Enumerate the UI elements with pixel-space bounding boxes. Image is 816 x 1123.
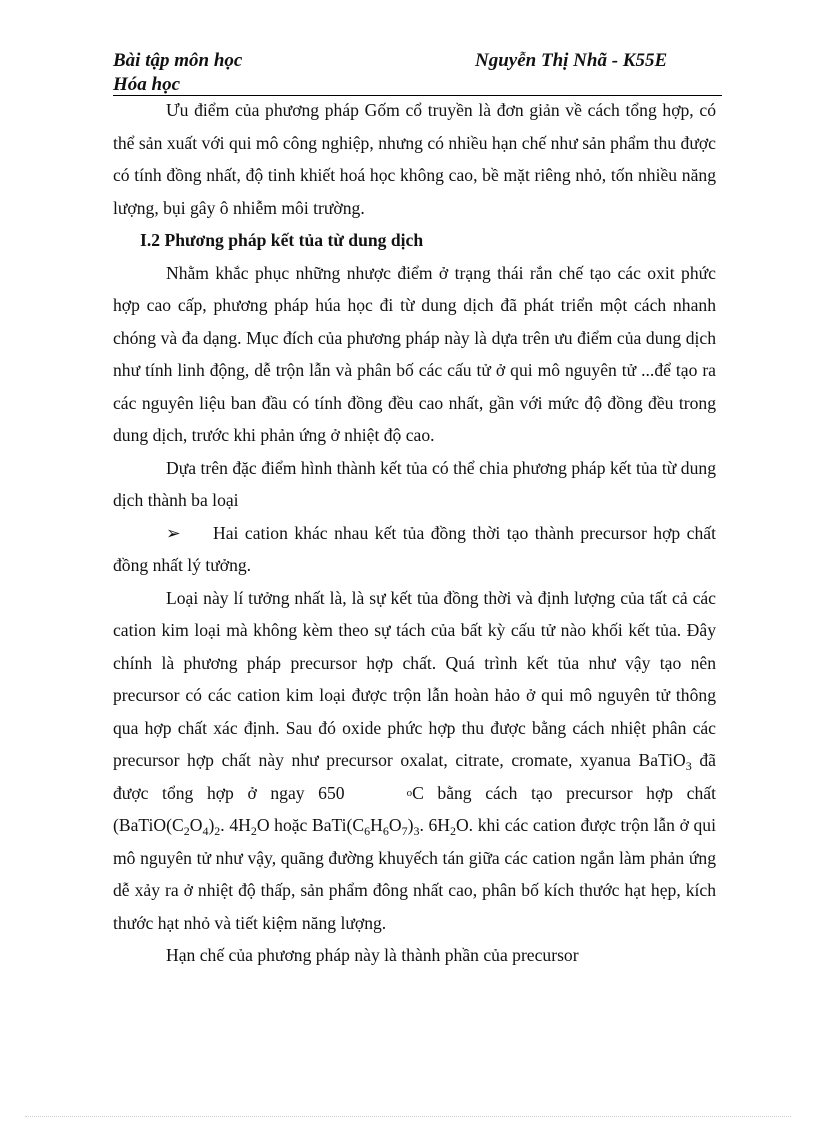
text-run: O hoặc BaTi(C: [256, 815, 365, 835]
text-run: C bằng cách tạo precursor hợp chất (BaTiO(C: [113, 782, 716, 835]
text-run: . 6H: [419, 815, 450, 835]
document-body: [113, 94, 716, 972]
paragraph-classification: Dựa trên đặc điểm hình thành kết tủa có thể chia phương pháp kết tủa từ dung dịch thành ba loại: [113, 457, 716, 510]
page-bottom-border: [25, 1116, 791, 1117]
arrow-bullet-icon: ➢: [166, 522, 181, 543]
subscript: 2: [214, 824, 221, 838]
text-run: Loại này lí tưởng nhất là, là sự kết tủa đồng thời và định lượng của tất cả các cation kim loại mà không kèm theo sự tách của bất kỳ cấu tử nào khối kết tủa. Đây chính là phương pháp precursor hợp chất. Quá trình kết tủa như vậy tạo nên precursor có các cation kim loại được trộn lẫn hoàn hảo ở qui mô nguyên tử thông qua hợp chất xác định. Sau đó oxide phức hợp thu được bằng cách nhiệt phân các precursor hợp chất này như precursor oxalat, citrate, cromate, xyanua BaTiO: [113, 587, 716, 770]
header-course-title: Bài tập môn học: [113, 50, 243, 71]
paragraph-solution-method: Nhằm khắc phục những nhược điểm ở trạng thái rắn chế tạo các oxit phức hợp cao cấp, phương pháp húa học đi từ dung dịch đã phát triển một cách nhanh chóng và đa dạng. Mục đích của phương pháp này là dựa trên ưu điểm của dung dịch như tính linh động, dễ trộn lẫn và phân bố các cấu tử ở qui mô nguyên tử ...để tạo ra các nguyên liệu ban đầu có tính đồng đều cao nhất, gần với mức độ đồng đều trong dung dịch, trước khi phản ứng ở nhiệt độ cao.: [113, 262, 716, 445]
text-run: O. khi các cation được trộn lẫn ở qui mô nguyên tử như vậy, quãng đường khuyếch tán giữa các cation ngắn làm phản ứng dễ xảy ra ở nhiệt độ thấp, sản phẩm đông nhất cao, phân bố kích thước hạt hẹp, kích thước hạt nhỏ và tiết kiệm năng lượng.: [113, 815, 716, 933]
header-author: Nguyễn Thị Nhã - K55E: [475, 50, 668, 71]
subscript: 6: [382, 824, 389, 838]
page-header: [113, 50, 721, 95]
subscript: 3: [413, 824, 420, 838]
header-subject: Hóa học: [113, 74, 181, 95]
subscript: 2: [183, 824, 190, 838]
degree-symbol: o: [406, 786, 413, 799]
subscript: 3: [685, 759, 692, 773]
text-run: ): [407, 815, 414, 835]
subscript: 6: [364, 824, 371, 838]
text-run: ): [208, 815, 215, 835]
paragraph-limitation: Hạn chế của phương pháp này là thành phần của precursor: [166, 945, 579, 965]
text-run: đã được tổng hợp ở ngay 650: [113, 750, 716, 803]
bullet-text: Hai cation khác nhau kết tủa đồng thời tạo thành precursor hợp chất đồng nhất lý tưởng.: [113, 522, 716, 575]
subscript: 2: [449, 824, 456, 838]
text-run: H: [370, 815, 383, 835]
bullet-item: [113, 517, 716, 582]
subscript: 4: [202, 824, 209, 838]
paragraph-precursor: [113, 582, 716, 940]
text-run: O: [189, 815, 203, 835]
paragraph-advantages: Ưu điểm của phương pháp Gốm cổ truyền là đơn giản về cách tổng hợp, có thể sản xuất với qui mô công nghiệp, nhưng có nhiều hạn chế như sản phẩm thu được có tính đồng nhất, độ tinh khiết hoá học không cao, bề mặt riêng nhỏ, tốn nhiều năng lượng, bụi gây ô nhiễm môi trường.: [113, 100, 716, 218]
subscript: 2: [250, 824, 257, 838]
subscript: 7: [401, 824, 408, 838]
text-run: . 4H: [220, 815, 251, 835]
section-heading: I.2 Phương pháp kết tủa từ dung dịch: [140, 230, 424, 250]
text-run: O: [388, 815, 402, 835]
